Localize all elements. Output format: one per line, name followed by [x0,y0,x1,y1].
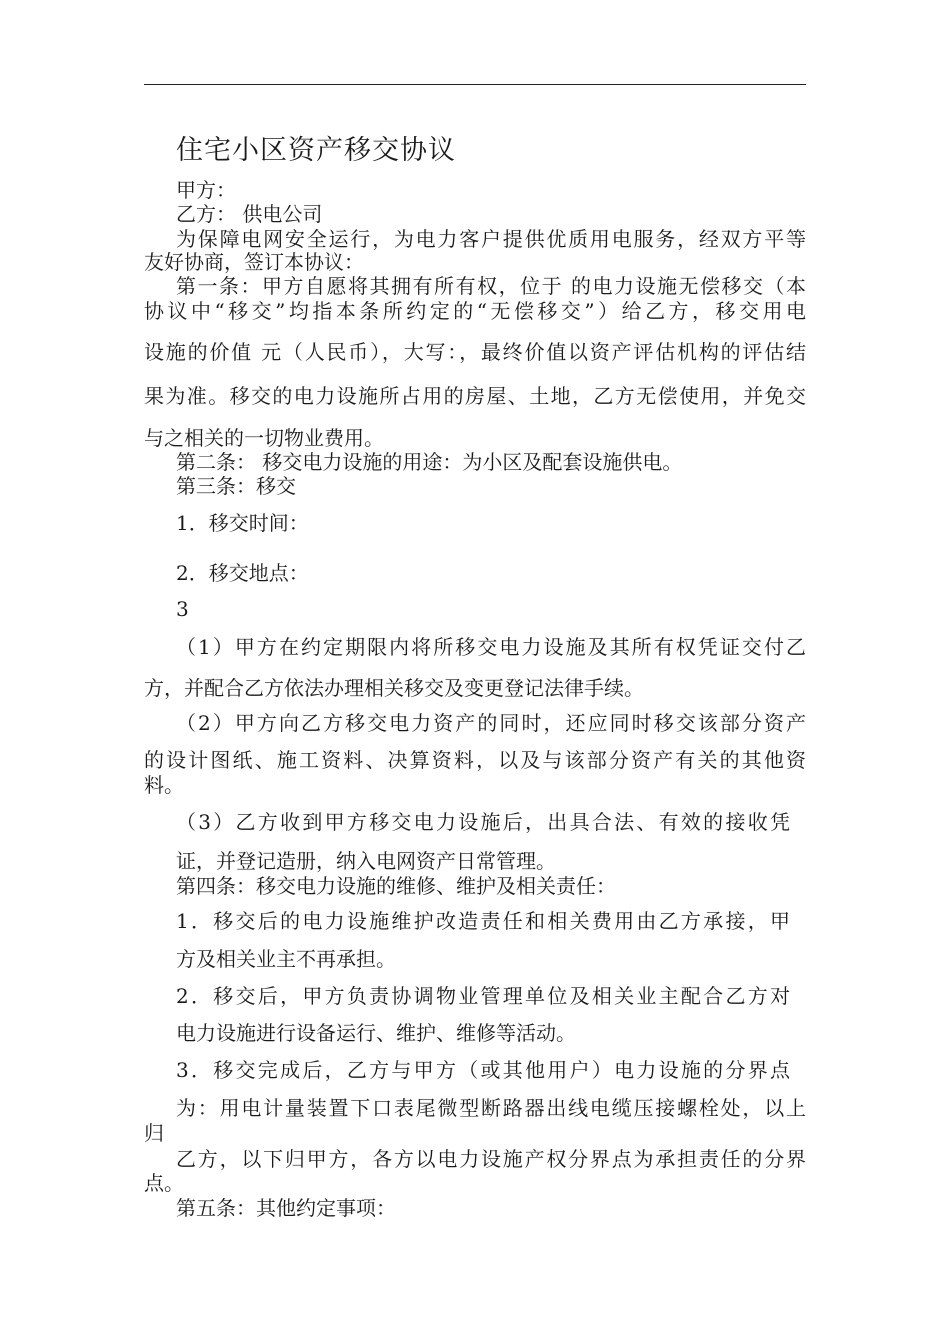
article-1-line-3: 设施的价值 元（人民币），大写：，最终价值以资产评估机构的评估结 [144,340,806,364]
article-3-item-2: 2．移交地点： [176,561,309,585]
article-1-line-4: 果为准。移交的电力设施所占用的房屋、土地，乙方无偿使用，并免交 [144,384,806,408]
intro-line-1: 为保障电网安全运行，为电力客户提供优质用电服务，经双方平等 [176,227,806,251]
article-4-item-3-line-1: 3．移交完成后，乙方与甲方（或其他用户）电力设施的分界点 [176,1058,790,1082]
article-3-clause-1-line-1: （1）甲方在约定期限内将所移交电力设施及其所有权凭证交付乙 [176,635,806,659]
article-4-item-3-line-4: 乙方，以下归甲方，各方以电力设施产权分界点为承担责任的分界 [176,1147,806,1171]
article-4-item-2-line-2: 电力设施进行设备运行、维护、维修等活动。 [176,1021,576,1045]
article-4-item-1-line-1: 1．移交后的电力设施维护改造责任和相关费用由乙方承接，甲 [176,909,790,933]
article-3-clause-2-line-3: 料。 [144,773,184,797]
article-1-line-2: 协议中“移交”均指本条所约定的“无偿移交”）给乙方，移交用电 [144,299,806,323]
article-4-item-1-line-2: 方及相关业主不再承担。 [176,947,396,971]
article-3-clause-2-line-1: （2）甲方向乙方移交电力资产的同时，还应同时移交该部分资产 [176,711,806,735]
article-4-item-3-line-3: 归 [144,1121,164,1145]
article-2: 第二条： 移交电力设施的用途：为小区及配套设施供电。 [176,450,683,474]
page-title: 住宅小区资产移交协议 [176,135,456,166]
party-a-line: 甲方： [176,178,236,202]
header-rule [144,84,806,85]
article-4-item-3-line-5: 点。 [144,1171,184,1195]
article-3-clause-3-line-2: 证，并登记造册，纳入电网资产日常管理。 [176,849,556,873]
article-3-clause-1-line-2: 方，并配合乙方依法办理相关移交及变更登记法律手续。 [144,676,644,700]
article-3-item-3: 3 [176,597,189,621]
article-4-item-3-line-2: 为：用电计量装置下口表尾微型断路器出线电缆压接螺栓处，以上 [176,1096,806,1120]
article-3-clause-2-line-2: 的设计图纸、施工资料、决算资料，以及与该部分资产有关的其他资 [144,748,806,772]
article-3-item-1: 1．移交时间： [176,511,309,535]
article-3-heading: 第三条：移交 [176,474,296,498]
article-4-heading: 第四条：移交电力设施的维修、维护及相关责任： [176,874,616,898]
article-4-item-2-line-1: 2．移交后，甲方负责协调物业管理单位及相关业主配合乙方对 [176,984,790,1008]
article-1-line-1: 第一条：甲方自愿将其拥有所有权，位于 的电力设施无偿移交（本 [176,274,806,298]
article-3-clause-3-line-1: （3）乙方收到甲方移交电力设施后，出具合法、有效的接收凭 [176,810,790,834]
article-1-line-5: 与之相关的一切物业费用。 [144,426,384,450]
party-b-line: 乙方： 供电公司 [176,202,323,226]
article-5-heading: 第五条：其他约定事项： [176,1196,396,1220]
intro-line-2: 友好协商，签订本协议： [144,250,364,274]
